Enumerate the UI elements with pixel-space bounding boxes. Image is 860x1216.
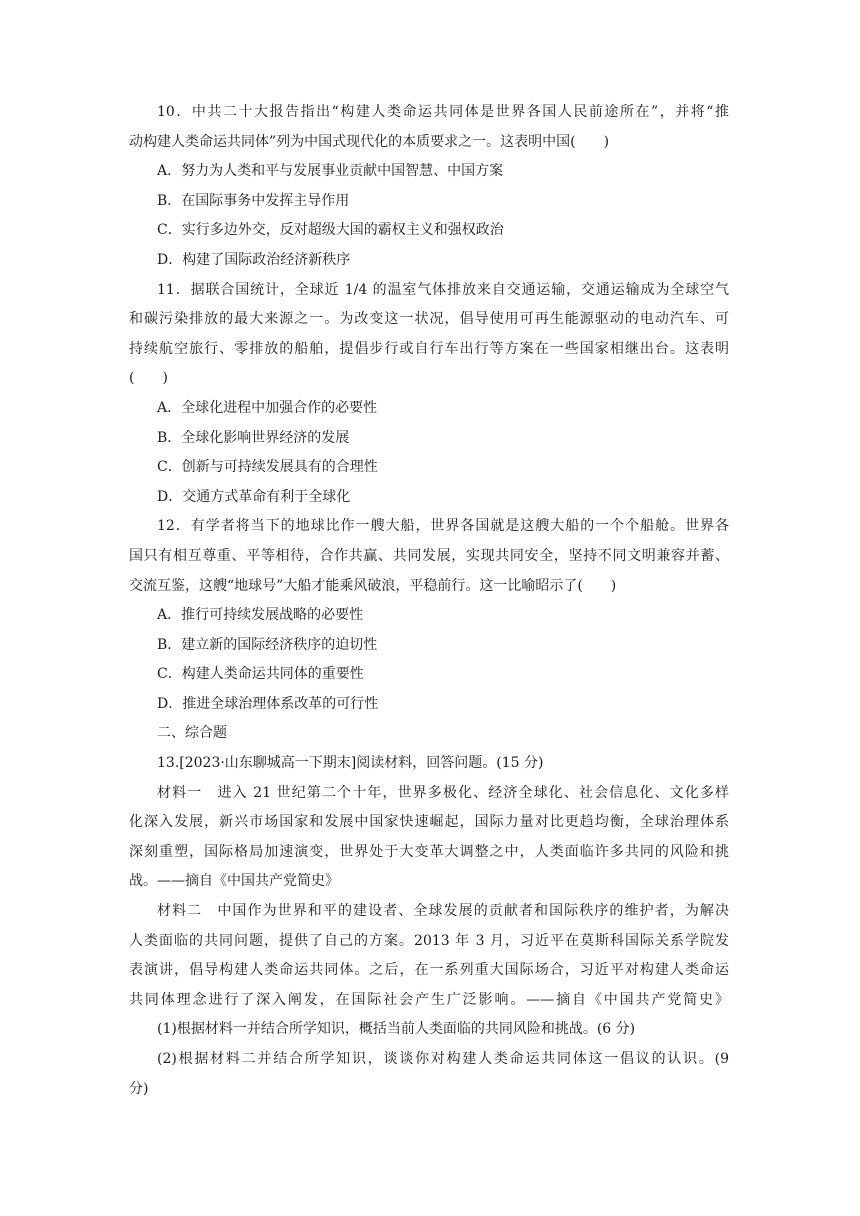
sub-question-2-line-1: (2)根据材料二并结合所学知识，谈谈你对构建人类命运共同体这一倡议的认识。(9 [157,1051,729,1067]
material-1-line-2: 化深入发展，新兴市场国家和发展中国家快速崛起，国际力量对比更趋均衡，全球治理体系 [129,814,729,831]
question-10-option-b: B．在国际事务中发挥主导作用 [157,192,350,209]
material-1-line-1: 材料一 进入 21 世纪第二个十年，世界多极化、经济全球化、社会信息化、文化多样 [157,784,729,801]
question-13 [129,749,729,1104]
question-10-option-a: A．努力为人类和平与发展事业贡献中国智慧、中国方案 [157,163,504,180]
material-2-line-2: 人类面临的共同问题，提供了自己的方案。2013 年 3 月，习近平在莫斯科国际关系学院发 [129,932,729,949]
question-11-stem-line-3: 持续航空旅行、零排放的船舶，提倡步行或自行车出行等方案在一些国家相继出台。这表明 [129,340,729,357]
question-12-stem-line-3: 交流互鉴，这艘“地球号”大船才能乘风破浪，平稳前行。这一比喻昭示了( ) [129,577,617,594]
question-12-option-c: C．构建人类命运共同体的重要性 [157,666,364,683]
sub-question-1: (1)根据材料一并结合所学知识，概括当前人类面临的共同风险和挑战。(6 分) [157,1021,636,1038]
question-13-stem: 13.[2023·山东聊城高一下期末]阅读材料，回答问题。(15 分) [157,755,544,772]
question-12-option-a: A．推行可持续发展战略的必要性 [157,607,364,624]
section-heading: 二、综合题 [157,725,227,742]
question-12-stem-line-2: 国只有相互尊重、平等相待，合作共赢、共同发展，实现共同安全，坚持不同文明兼容并蓄、 [129,547,729,564]
page-content [129,98,729,1104]
question-10 [129,98,729,276]
sub-question-2-line-2: 分) [129,1080,149,1097]
question-11 [129,276,729,513]
material-2-line-1: 材料二 中国作为世界和平的建设者、全球发展的贡献者和国际秩序的维护者，为解决 [157,903,729,920]
question-11-option-b: B．全球化影响世界经济的发展 [157,429,350,446]
question-10-option-d: D．构建了国际政治经济新秩序 [157,251,351,268]
question-10-stem-line-2: 动构建人类命运共同体”列为中国式现代化的本质要求之一。这表明中国( ) [129,133,610,150]
question-11-stem-line-2: 和碳污染排放的最大来源之一。为改变这一状况，倡导使用可再生能源驱动的电动汽车、可 [129,311,729,328]
question-12-stem-line-1: 12．有学者将当下的地球比作一艘大船，世界各国就是这艘大船的一个个船舱。世界各 [157,518,729,535]
question-11-stem-line-1: 11．据联合国统计，全球近 1/4 的温室气体排放来自交通运输，交通运输成为全球空气 [157,281,729,298]
question-11-stem-line-4: ( ) [129,370,168,387]
material-2-line-4: 共同体理念进行了深入阐发，在国际社会产生广泛影响。——摘自《中国共产党简史》 [129,991,729,1008]
question-11-option-d: D．交通方式革命有利于全球化 [157,488,351,505]
material-1-line-3: 深刻重塑，国际格局加速演变，世界处于大变革大调整之中，人类面临许多共同的风险和挑 [129,843,729,860]
question-11-option-c: C．创新与可持续发展具有的合理性 [157,459,378,476]
question-12-option-b: B．建立新的国际经济秩序的迫切性 [157,636,378,653]
question-12 [129,512,729,719]
question-10-option-c: C．实行多边外交，反对超级大国的霸权主义和强权政治 [157,222,504,239]
question-11-option-a: A．全球化进程中加强合作的必要性 [157,399,378,416]
question-12-option-d: D．推进全球治理体系改革的可行性 [157,695,379,712]
material-1-line-4: 战。——摘自《中国共产党简史》 [129,873,339,890]
material-2-line-3: 表演讲，倡导构建人类命运共同体。之后，在一系列重大国际场合，习近平对构建人类命运 [129,962,729,979]
question-10-stem-line-1: 10．中共二十大报告指出“构建人类命运共同体是世界各国人民前途所在”，并将“推 [157,104,729,120]
